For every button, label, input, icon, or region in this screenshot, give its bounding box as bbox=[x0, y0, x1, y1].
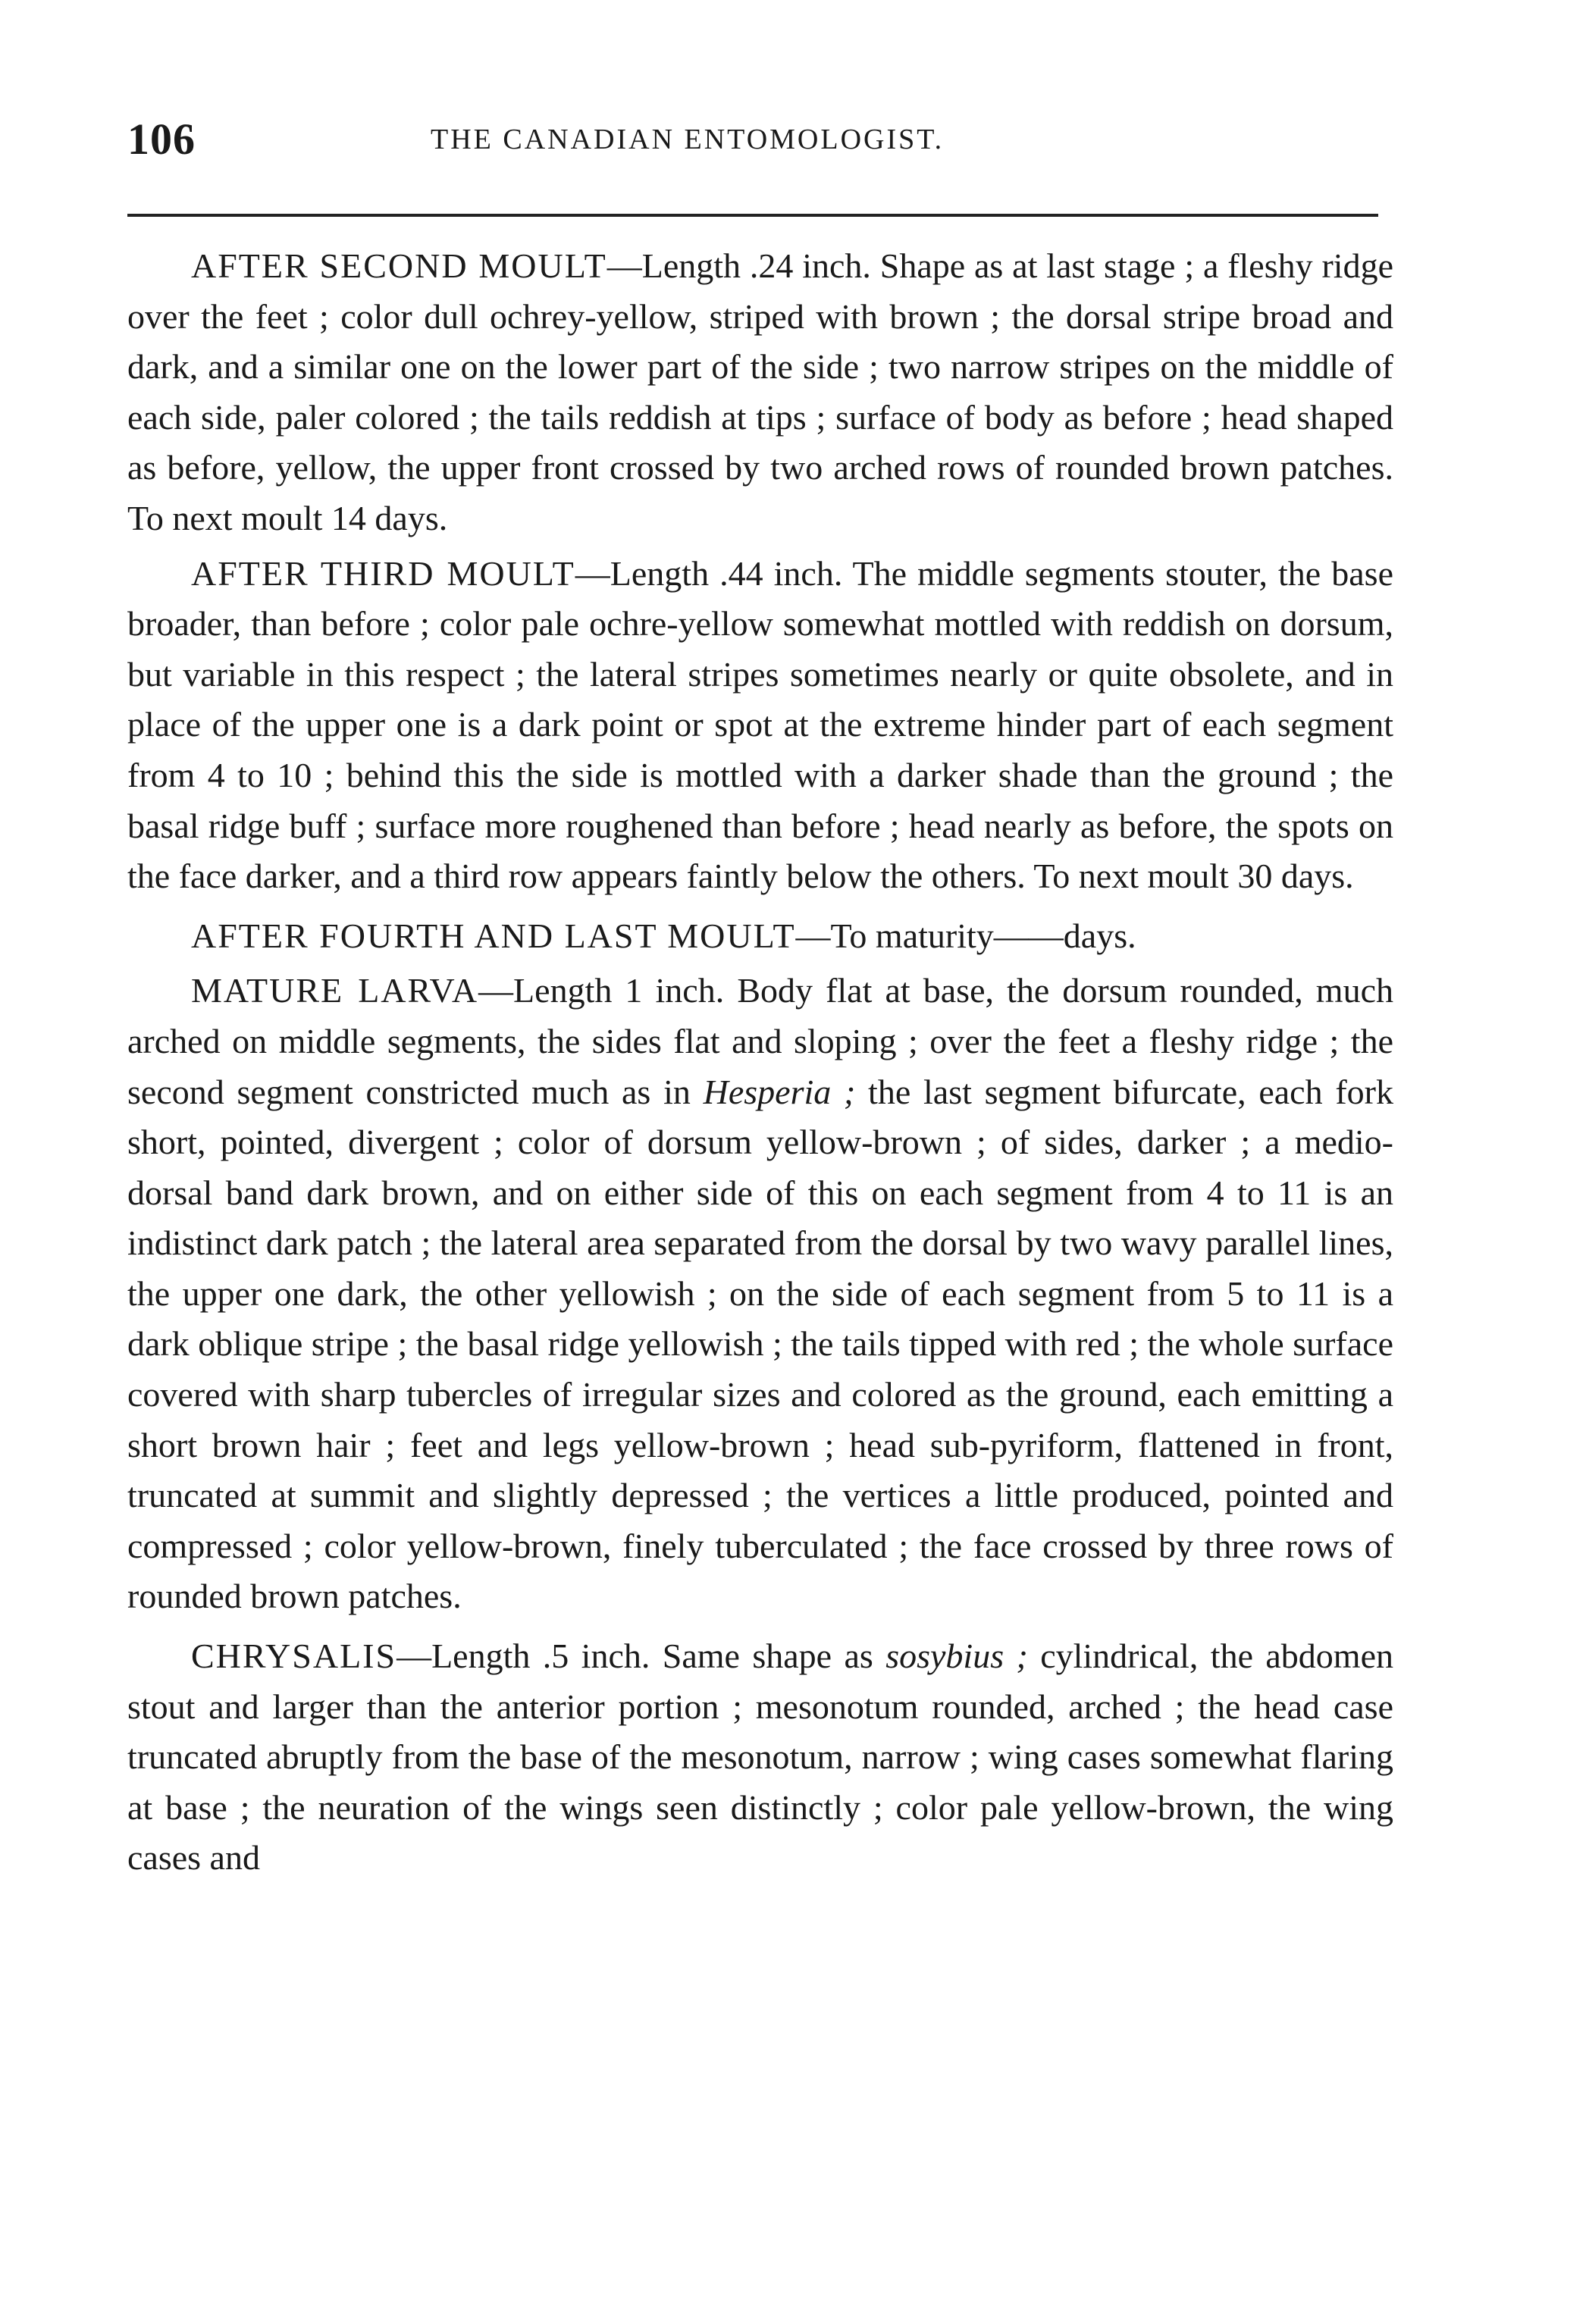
paragraph-text: —Length 1 inch. Body flat at base, the dorsum rounded, much arched on middle segments, the sides flat and sloping ; over the feet a fleshy ridge ; the second segment constricted much as in bbox=[127, 971, 1393, 1111]
species-name: sosybius ; bbox=[885, 1637, 1028, 1676]
body-text bbox=[127, 241, 1393, 1888]
paragraph-lead: AFTER SECOND MOULT bbox=[191, 246, 607, 285]
paragraph-lead: MATURE LARVA bbox=[191, 971, 479, 1010]
paragraph-text: the last segment bifurcate, each fork short, pointed, divergent ; color of dorsum yellow-brown ; of sides, darker ; a medio-dorsal band dark brown, and on either side of this on each segment from 4 to 11 is an indistinct dark patch ; the lateral area separated from the dorsal by two wavy parallel lines, the upper one dark, the other yellowish ; on the side of each segment from 5 to 11 is a dark oblique stripe ; the basal ridge yellowish ; the tails tipped with red ; the whole surface covered with sharp tubercles of irregular sizes and colored as the ground, each emitting a short brown hair ; feet and legs yellow-brown ; head sub-pyriform, flattened in front, truncated at summit and slightly depressed ; the vertices a little produced, pointed and compressed ; color yellow-brown, finely tuberculated ; the face crossed by three rows of rounded brown patches. bbox=[127, 1072, 1393, 1616]
paragraph-lead: CHRYSALIS bbox=[191, 1637, 397, 1676]
paragraph-mature-larva bbox=[127, 966, 1393, 1622]
paragraph-text: —To maturity——days. bbox=[795, 916, 1136, 955]
page-number: 106 bbox=[127, 114, 196, 164]
genus-name: Hesperia ; bbox=[703, 1072, 856, 1111]
paragraph-lead: AFTER FOURTH AND LAST MOULT bbox=[191, 916, 796, 955]
paragraph-fourth-moult bbox=[127, 911, 1393, 962]
header-rule bbox=[127, 214, 1378, 217]
page-header bbox=[127, 114, 1431, 174]
paragraph-third-moult bbox=[127, 549, 1393, 902]
running-title: THE CANADIAN ENTOMOLOGIST. bbox=[431, 124, 945, 155]
paragraph-second-moult bbox=[127, 241, 1393, 544]
paragraph-text: —Length .44 inch. The middle segments stouter, the base broader, than before ; color pale ochre-yellow somewhat mottled with reddish on dorsum, but variable in this respect ; the lateral stripes sometimes nearly or quite obsolete, and in place of the upper one is a dark point or spot at the extreme hinder part of each segment from 4 to 10 ; behind this the side is mottled with a darker shade than the ground ; the basal ridge buff ; surface more roughened than before ; head nearly as before, the spots on the face darker, and a third row appears faintly below the others. To next moult 30 days. bbox=[127, 553, 1393, 896]
paragraph-text: cylindrical, the abdomen stout and larger than the anterior portion ; mesonotum rounded, arched ; the head case truncated abruptly from the base of the mesonotum, narrow ; wing cases somewhat flaring at base ; the neuration of the wings seen distinctly ; color pale yellow-brown, the wing cases and bbox=[127, 1637, 1393, 1878]
paragraph-lead: AFTER THIRD MOULT bbox=[191, 553, 575, 593]
paragraph-text: —Length .24 inch. Shape as at last stage ; a fleshy ridge over the feet ; color dull ochrey-yellow, striped with brown ; the dorsal stripe broad and dark, and a similar one on the lower part of the side ; two narrow stripes on the middle of each side, paler colored ; the tails reddish at tips ; surface of body as before ; head shaped as before, yellow, the upper front crossed by two arched rows of rounded brown patches. To next moult 14 days. bbox=[127, 246, 1393, 537]
paragraph-chrysalis bbox=[127, 1631, 1393, 1884]
paragraph-text: —Length .5 inch. Same shape as bbox=[396, 1637, 886, 1676]
